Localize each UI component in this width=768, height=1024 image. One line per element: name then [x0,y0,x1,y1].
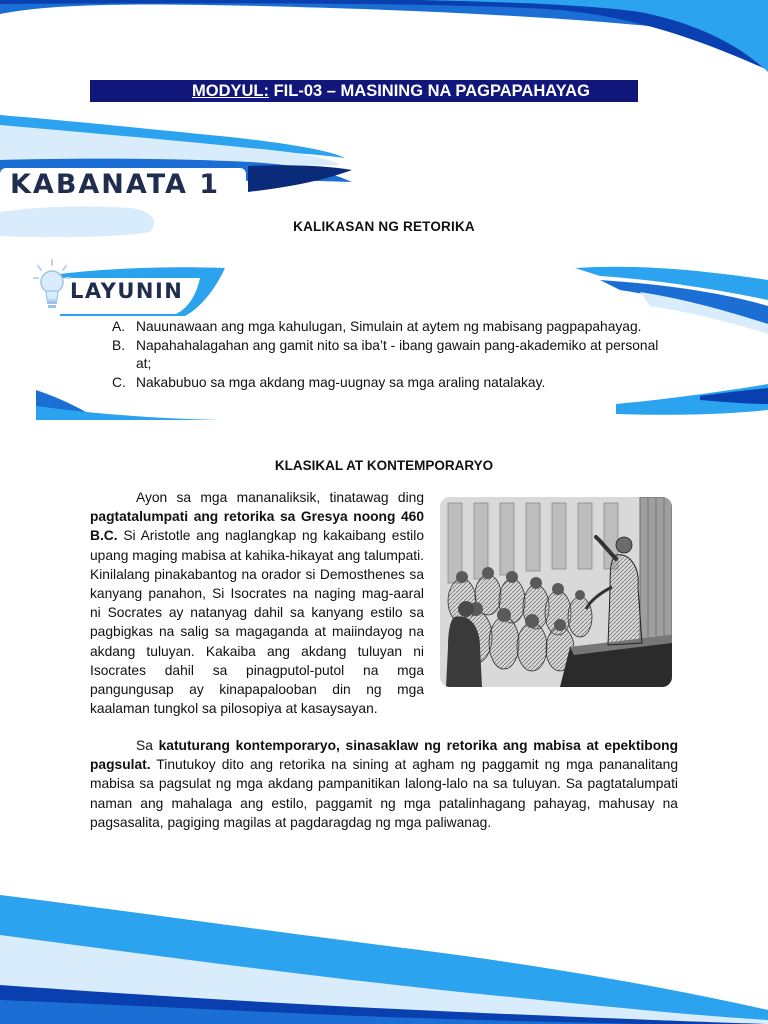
modyul-code: FIL-03 – MASINING NA PAGPAPAHAYAG [273,82,590,100]
chapter-label: KABANATA 1 [10,169,221,200]
list-item-letter: A. [112,319,126,334]
list-item-text: Napahahalagahan ang gamit nito sa iba’t - ibang gawain pang-akademiko at personal at; [136,337,659,371]
objectives-list [112,318,672,392]
list-item [112,374,672,393]
orator-illustration [440,497,672,687]
list-item-letter: B. [112,337,126,353]
modyul-prefix: MODYUL: [192,82,269,100]
layunin-label: LAYUNIN [70,279,184,303]
orator-image [440,497,672,687]
list-item-letter: C. [112,374,126,390]
paragraph-emphasis: katuturang kontemporaryo, sinasaklaw ng retorika ang mabisa at epektibong pagsulat. [90,738,678,773]
modyul-title [192,80,590,102]
list-item-text: Nakabubuo sa mga akdang mag-uugnay sa mga araling natalakay. [136,374,546,390]
paragraph-intro: Sa [136,738,153,753]
chapter-title: KALIKASAN NG RETORIKA [293,219,475,234]
paragraph-classical [90,488,424,718]
list-item [112,337,672,374]
section-title: KLASIKAL AT KONTEMPORARYO [274,458,494,473]
list-item [112,318,672,337]
paragraph-body: Tinutukoy dito ang retorika na sining at agham ng paggamit ng mga pananalitang mabisa sa pagsulat ng mga akdang pampanitikan lalong-lalo na sa tuluyan. Sa pagtatalumpati naman ang mahalaga ang estilo, paggamit ng mga patalinhagang pahayag, mahusay na pagsasalita, pagiging magilas at pagdaragdag ng mga paliwanag. [90,757,678,830]
lightbulb-icon [32,258,72,316]
paragraph-intro: Ayon sa mga mananaliksik, tinatawag ding [136,490,424,505]
paragraph-emphasis: pagtatalumpati ang retorika sa Gresya noong 460 B.C. [90,509,424,544]
paragraph-contemporary [90,736,678,832]
list-item-text: Nauunawaan ang mga kahulugan, Simulain at aytem ng mabisang pagpapahayag. [136,319,642,334]
paragraph-body: Si Aristotle ang naglangkap ng kakaibang estilo upang maging mabisa at kahika-hikayat ang talumpati. Kinilalang pinakabantog na orador si Demosthenes sa kanyang panahon, Si Isocrates na naging mag-aaral ni Socrates ay natanyag dahil sa kanyang estilo sa pagbigkas na salig sa magaganda at maiindayog na akdang tuluyan. Kakaiba ang akdang tuluyan ni Isocrates dahil sa pinagputol-putol na mga pangungusap ay kinapapalooban din ng mga kaalaman tungkol sa pilosopiya at kasaysayan. [90,528,424,717]
